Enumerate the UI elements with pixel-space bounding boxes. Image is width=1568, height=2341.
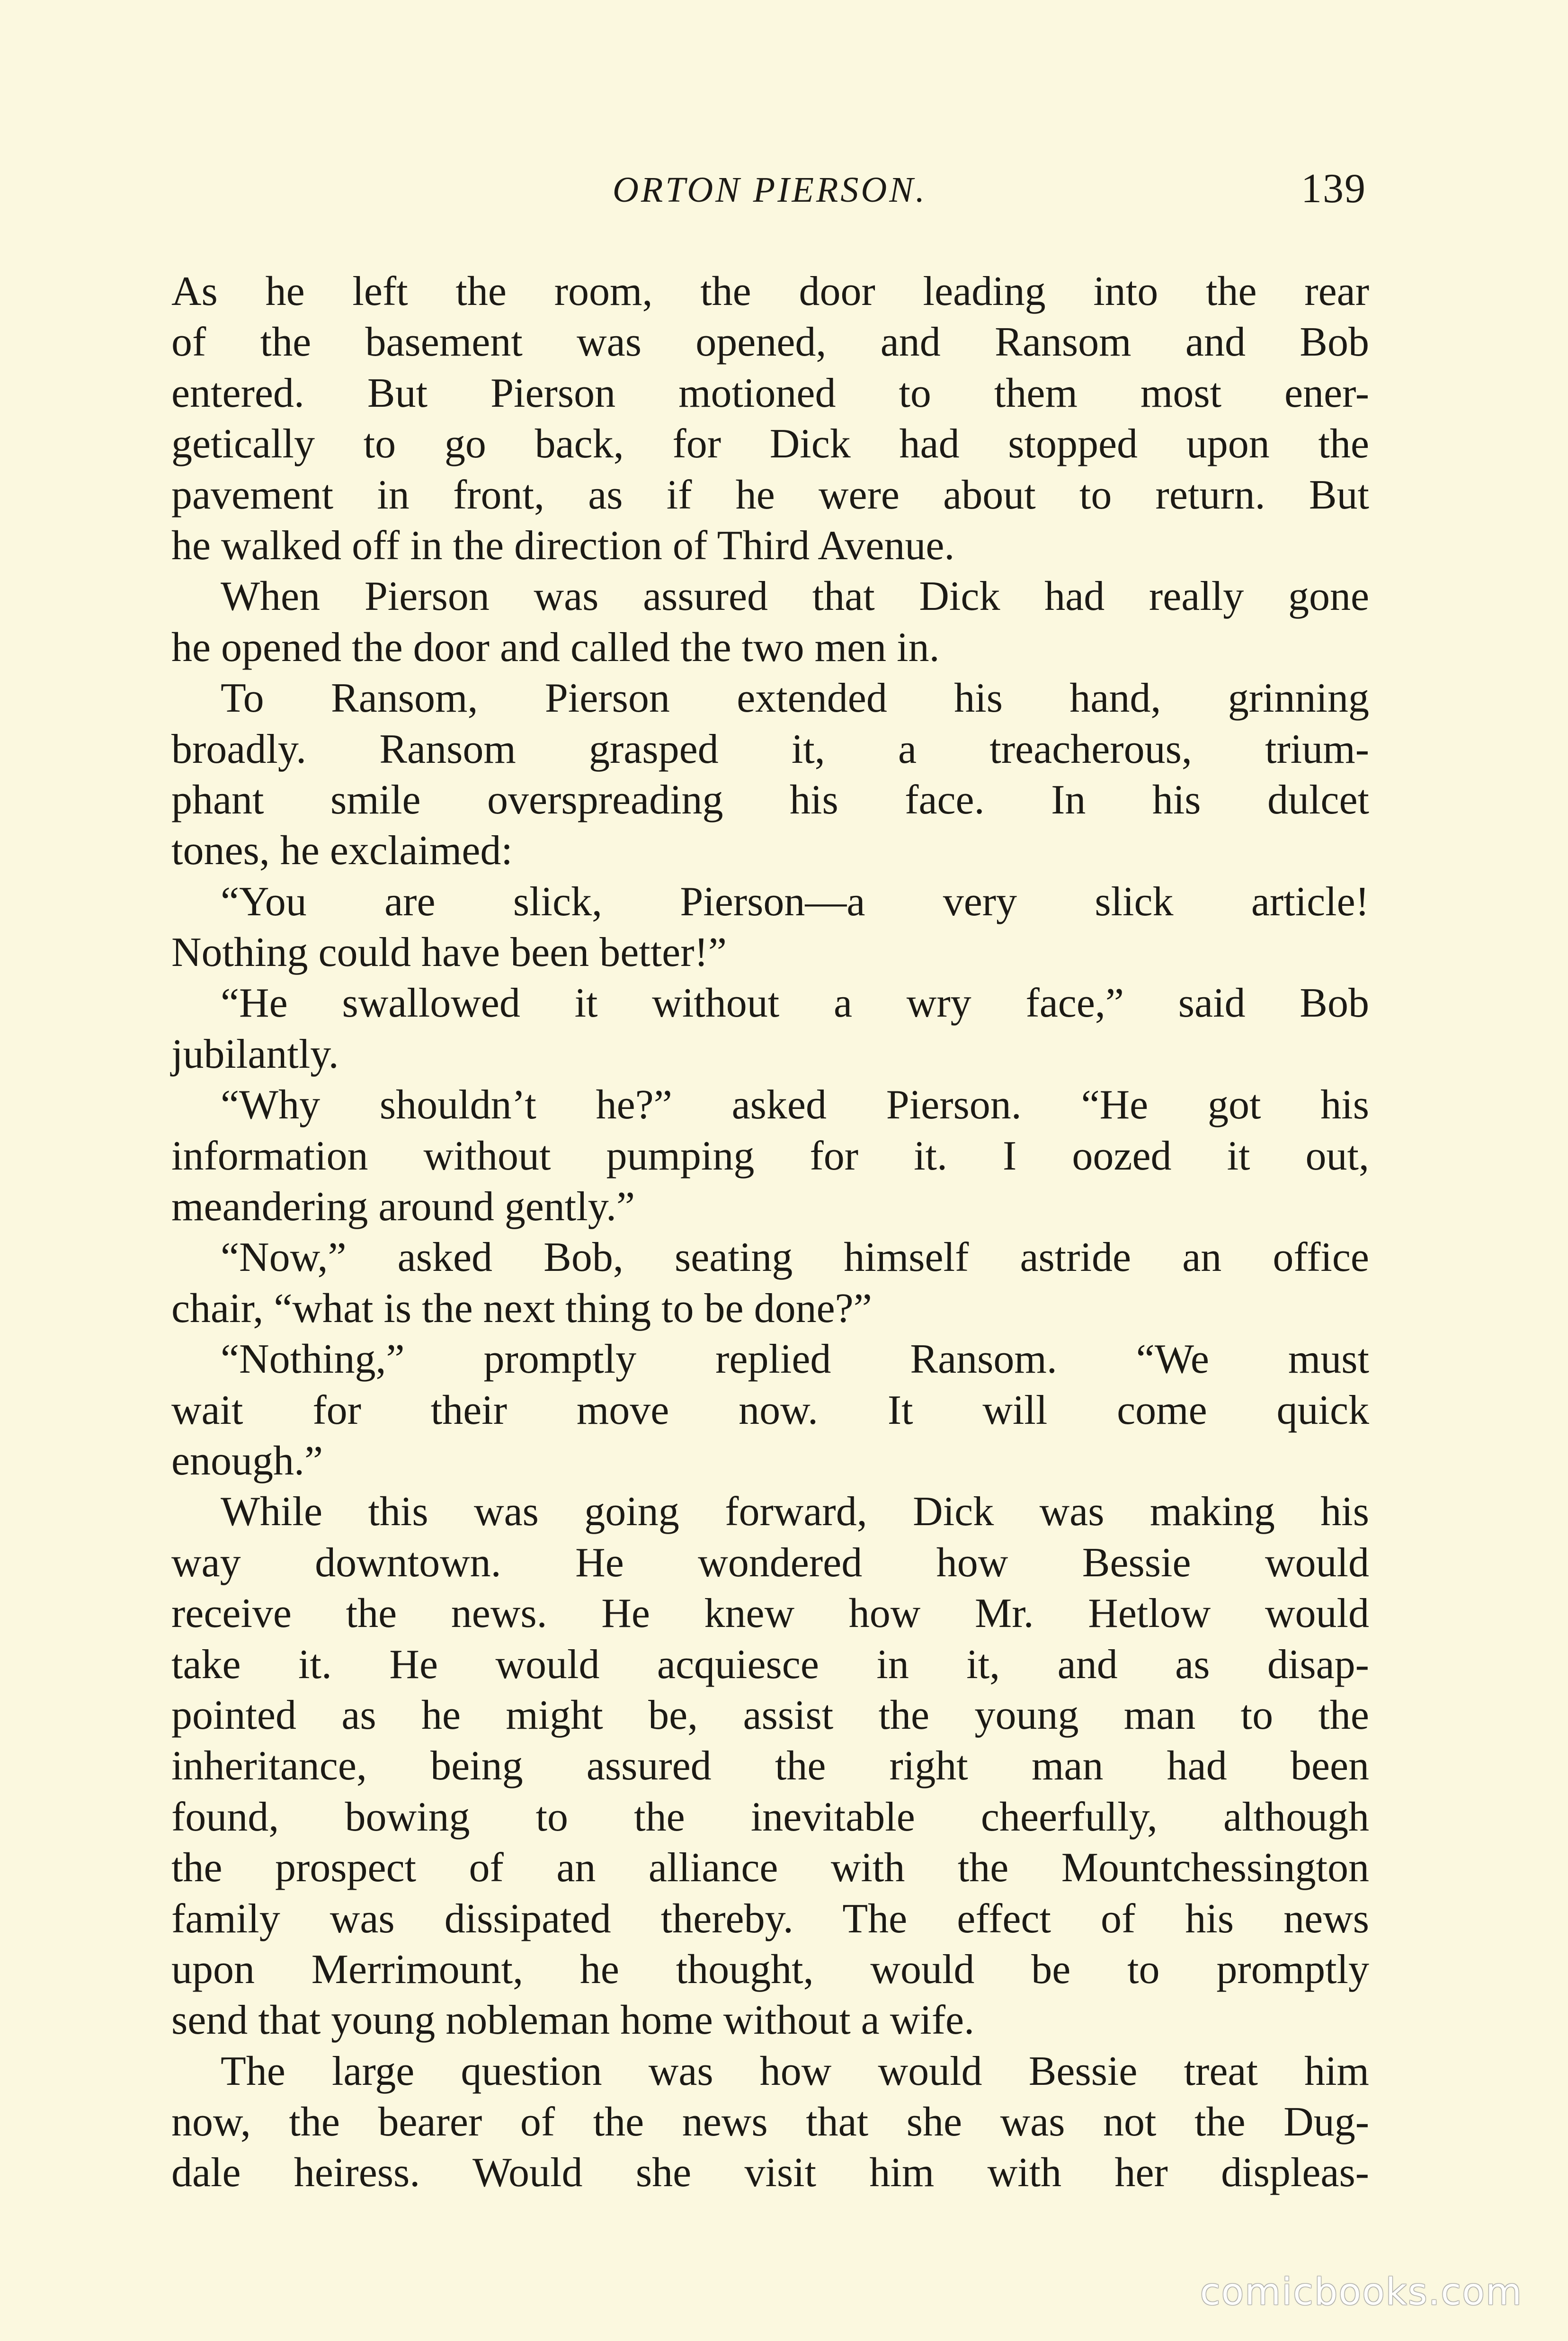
text-line: As he left the room, the door leading into the rear <box>171 268 1369 314</box>
text-line: chair, “what is the next thing to be done?” <box>171 1285 872 1331</box>
text-line: phant smile overspreading his face. In his dulcet <box>171 777 1369 823</box>
running-head <box>173 161 1366 227</box>
text-line: upon Merrimount, he thought, would be to promptly <box>171 1946 1369 1993</box>
text-line: “You are slick, Pierson—a very slick article! <box>221 878 1369 925</box>
text-line: receive the news. He knew how Mr. Hetlow would <box>171 1590 1369 1637</box>
text-line: Nothing could have been better!” <box>171 929 727 976</box>
text-line: take it. He would acquiesce in it, and as disap- <box>171 1641 1369 1688</box>
text-line: broadly. Ransom grasped it, a treacherous, trium- <box>171 726 1369 772</box>
text-line: found, bowing to the inevitable cheerfully, although <box>171 1794 1369 1840</box>
text-line: inheritance, being assured the right man had been <box>171 1743 1369 1789</box>
text-line: “He swallowed it without a wry face,” said Bob <box>221 980 1369 1027</box>
text-line: “Nothing,” promptly replied Ransom. “We must <box>221 1336 1369 1383</box>
text-line: the prospect of an alliance with the Mountchessington <box>171 1845 1369 1891</box>
text-line: way downtown. He wondered how Bessie would <box>171 1539 1369 1586</box>
watermark: comicbooks.com <box>1200 2271 1523 2314</box>
text-line: now, the bearer of the news that she was not the Dug- <box>171 2099 1369 2145</box>
text-line: jubilantly. <box>171 1031 339 1077</box>
body-text <box>171 266 1369 2198</box>
text-line: getically to go back, for Dick had stopped upon the <box>171 421 1369 467</box>
text-line: meandering around gently.” <box>171 1184 635 1230</box>
text-line: While this was going forward, Dick was making his <box>221 1489 1369 1535</box>
text-line: entered. But Pierson motioned to them most ener- <box>171 370 1369 416</box>
text-line: send that young nobleman home without a wife. <box>171 1997 975 2044</box>
text-line: wait for their move now. It will come quick <box>171 1387 1369 1433</box>
text-line: When Pierson was assured that Dick had really gone <box>221 573 1369 620</box>
running-title: ORTON PIERSON. <box>613 170 927 210</box>
text-line: “Why shouldn’t he?” asked Pierson. “He got his <box>221 1082 1369 1128</box>
text-line: tones, he exclaimed: <box>171 828 513 874</box>
page-number: 139 <box>1301 166 1366 212</box>
text-line: pavement in front, as if he were about to return. But <box>171 472 1369 518</box>
text-line: pointed as he might be, assist the young man to the <box>171 1692 1369 1738</box>
text-line: he walked off in the direction of Third Avenue. <box>171 522 955 569</box>
text-line: family was dissipated thereby. The effect of his news <box>171 1895 1369 1942</box>
text-line: The large question was how would Bessie treat him <box>221 2048 1369 2094</box>
text-line: information without pumping for it. I oozed it out, <box>171 1133 1369 1179</box>
text-line: dale heiress. Would she visit him with her displeas- <box>171 2150 1369 2196</box>
text-line: To Ransom, Pierson extended his hand, grinning <box>221 675 1369 722</box>
text-line: he opened the door and called the two men in. <box>171 624 940 670</box>
text-line: “Now,” asked Bob, seating himself astride an office <box>221 1234 1369 1281</box>
text-line: enough.” <box>171 1438 323 1484</box>
text-line: of the basement was opened, and Ransom and Bob <box>171 319 1369 366</box>
